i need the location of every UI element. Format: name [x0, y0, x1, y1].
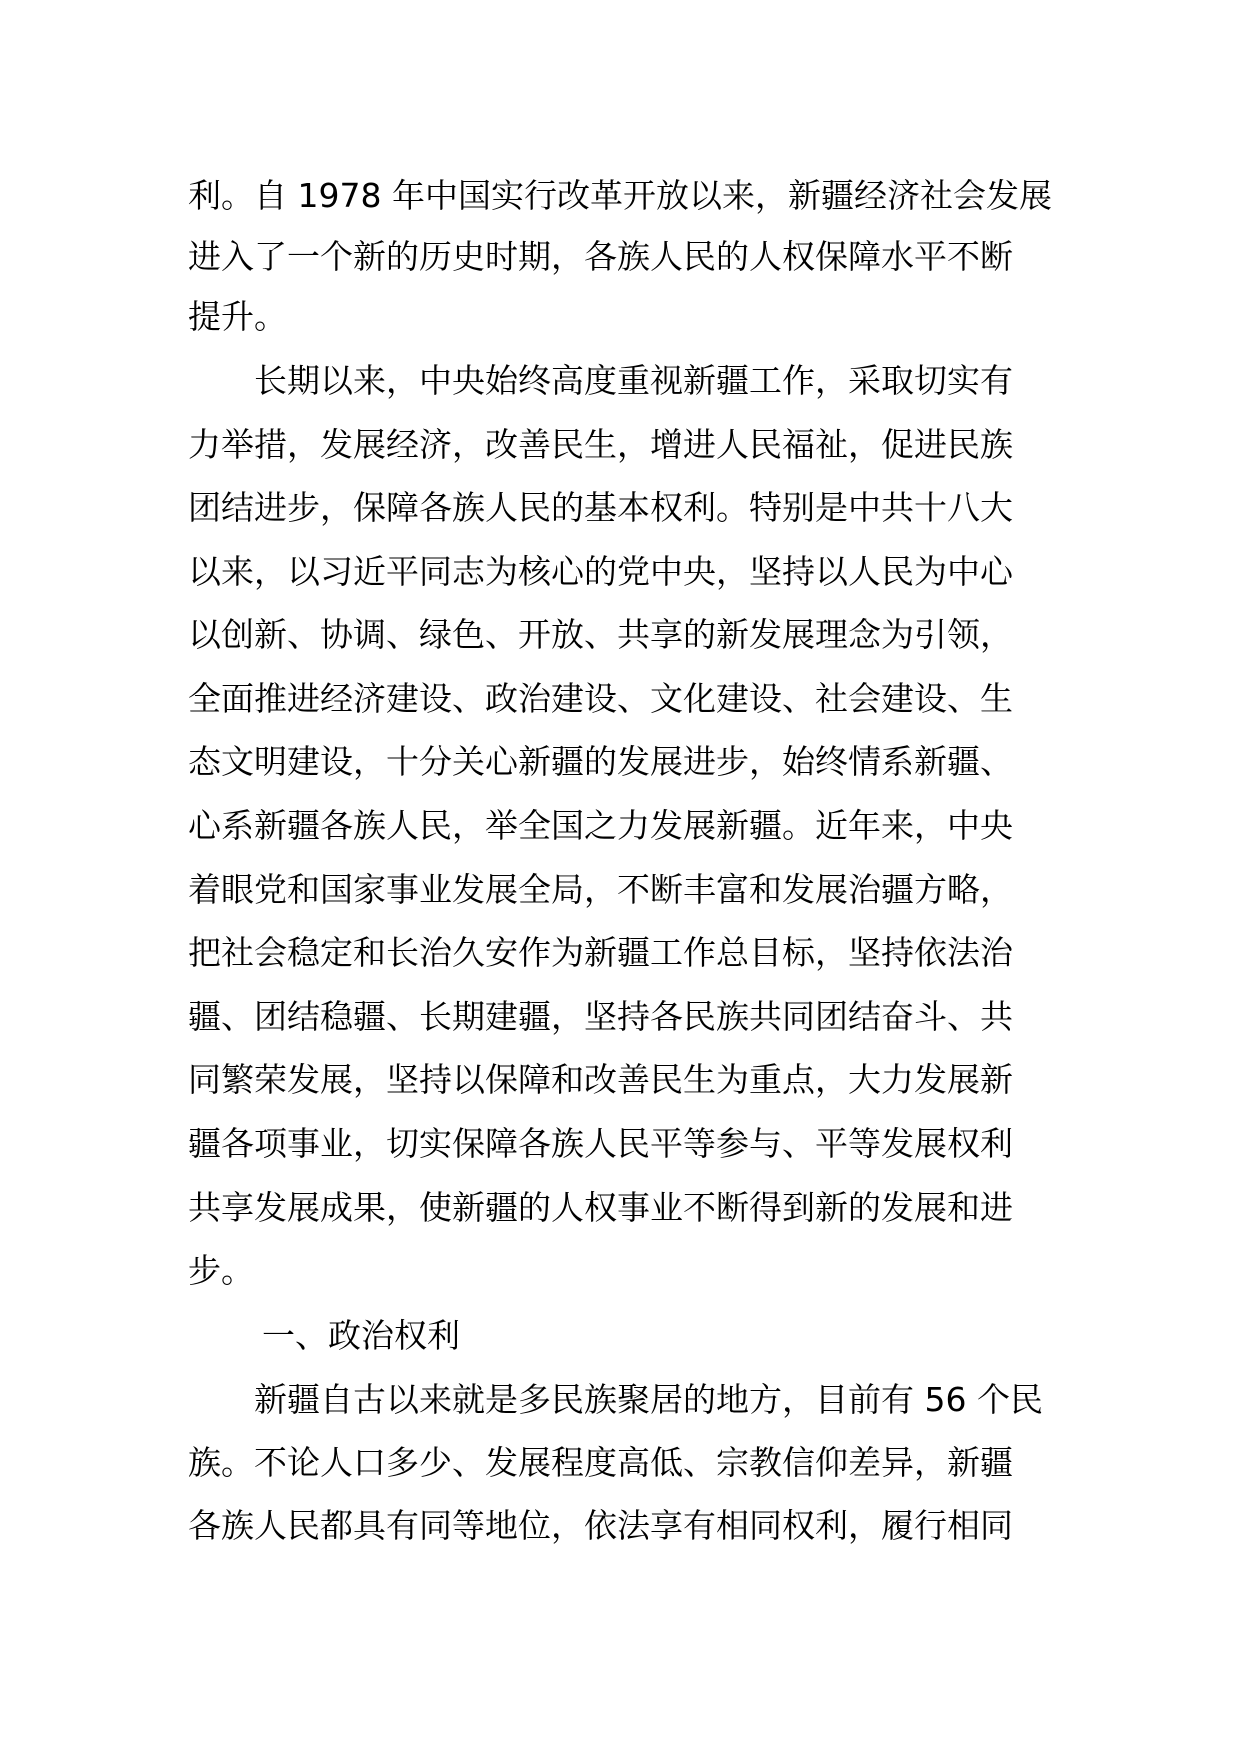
- text-line: 提升。: [188, 297, 287, 336]
- text-line: 各族人民都具有同等地位，依法享有相同权利，履行相同: [188, 1506, 1013, 1545]
- text-line: 疆、团结稳疆、长期建疆，坚持各民族共同团结奋斗、共: [188, 997, 1013, 1036]
- text-line: 疆各项事业，切实保障各族人民平等参与、平等发展权利: [188, 1124, 1013, 1163]
- text-line: 力举措，发展经济，改善民生，增进人民福祉，促进民族: [188, 425, 1013, 464]
- paragraph-start-line: 新疆自古以来就是多民族聚居的地方，目前有 56 个民: [254, 1380, 1043, 1419]
- text-line: 全面推进经济建设、政治建设、文化建设、社会建设、生: [188, 679, 1013, 718]
- text-line: 共享发展成果，使新疆的人权事业不断得到新的发展和进: [188, 1188, 1013, 1227]
- text-line: 态文明建设，十分关心新疆的发展进步，始终情系新疆、: [188, 742, 1013, 781]
- text-line: 同繁荣发展，坚持以保障和改善民生为重点，大力发展新: [188, 1060, 1013, 1099]
- text-line: 族。不论人口多少、发展程度高低、宗教信仰差异，新疆: [188, 1443, 1013, 1482]
- text-line: 利。自 1978 年中国实行改革开放以来，新疆经济社会发展: [188, 176, 1052, 215]
- text-line: 团结进步，保障各族人民的基本权利。特别是中共十八大: [188, 488, 1013, 527]
- text-line: 心系新疆各族人民，举全国之力发展新疆。近年来，中央: [188, 806, 1013, 845]
- text-line: 步。: [188, 1251, 254, 1290]
- text-line: 把社会稳定和长治久安作为新疆工作总目标，坚持依法治: [188, 933, 1013, 972]
- text-line: 着眼党和国家事业发展全局，不断丰富和发展治疆方略，: [188, 870, 1013, 909]
- text-line: 以创新、协调、绿色、开放、共享的新发展理念为引领，: [188, 615, 1013, 654]
- section-heading: 一、政治权利: [262, 1316, 460, 1355]
- paragraph-start-line: 长期以来，中央始终高度重视新疆工作，采取切实有: [254, 361, 1013, 400]
- text-line: 以来，以习近平同志为核心的党中央，坚持以人民为中心: [188, 552, 1013, 591]
- text-line: 进入了一个新的历史时期，各族人民的人权保障水平不断: [188, 237, 1013, 276]
